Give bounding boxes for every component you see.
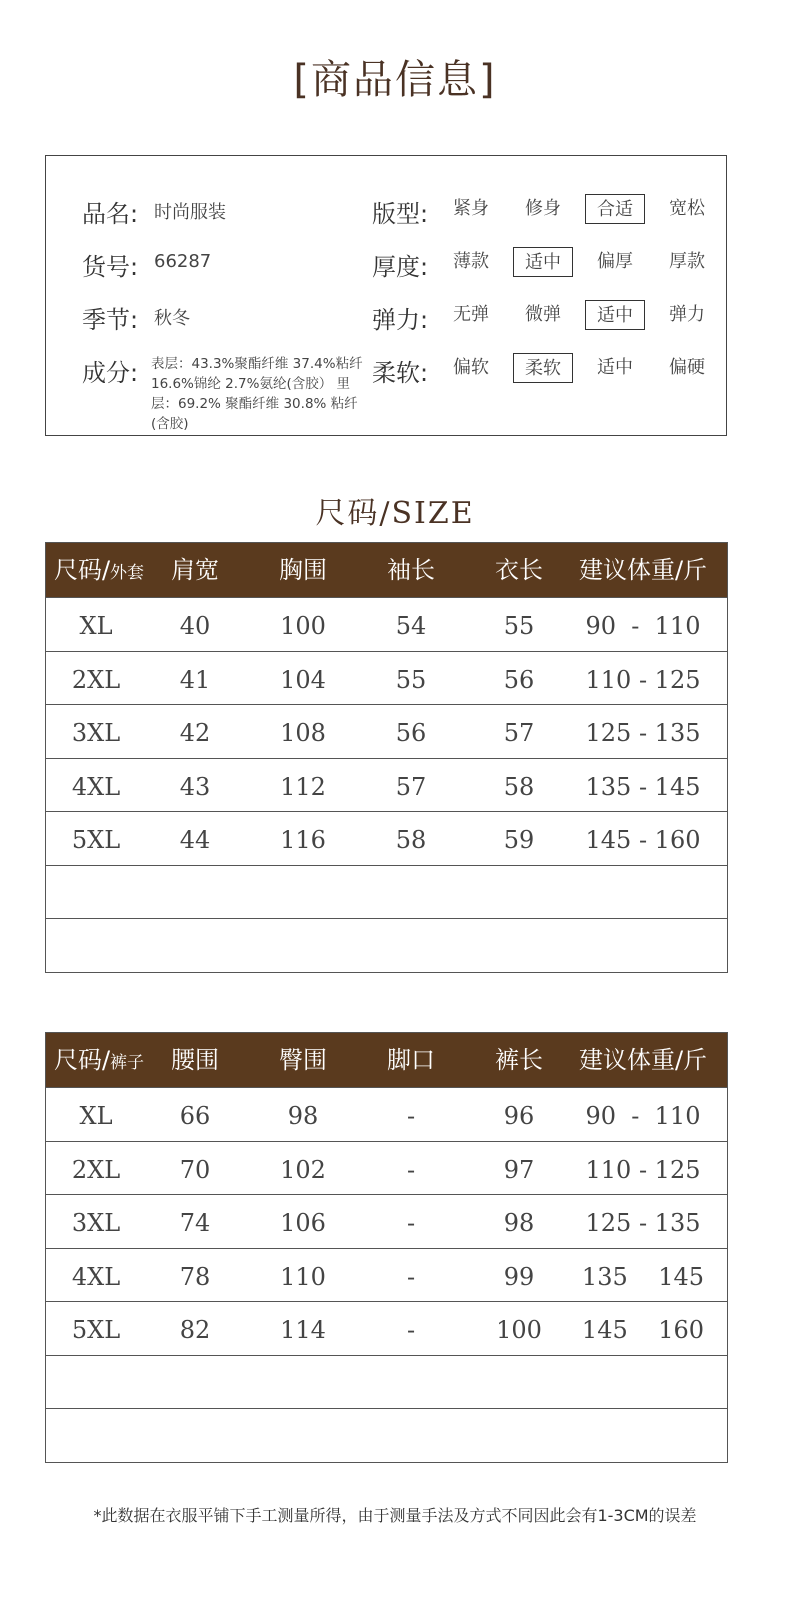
table-cell: - bbox=[406, 1155, 416, 1184]
table-cell: 5XL bbox=[71, 826, 121, 854]
attribute-option: 适中 bbox=[597, 357, 633, 378]
table-cell bbox=[558, 1356, 728, 1409]
table-row bbox=[46, 918, 727, 972]
table-row bbox=[46, 758, 727, 812]
table-cell: 57 bbox=[503, 719, 535, 747]
table-cell: 106 bbox=[280, 1209, 326, 1237]
table-cell: 2XL bbox=[71, 1155, 121, 1184]
attribute-option: 偏厚 bbox=[597, 251, 633, 272]
table-row bbox=[46, 1194, 727, 1248]
table-cell: 135 - 145 bbox=[585, 772, 701, 801]
table-row bbox=[46, 1408, 727, 1462]
table-cell bbox=[558, 919, 728, 972]
jacket-size-table bbox=[45, 542, 728, 973]
attribute-option: 厚款 bbox=[669, 251, 705, 272]
table-cell bbox=[145, 1356, 245, 1409]
table-cell bbox=[248, 919, 358, 972]
table-cell: 55 bbox=[503, 612, 535, 640]
attribute-option: 偏硬 bbox=[669, 357, 705, 378]
table-cell bbox=[46, 1356, 146, 1409]
attribute-option: 偏软 bbox=[453, 357, 489, 378]
table-cell: 41 bbox=[179, 665, 211, 694]
table-row bbox=[46, 704, 727, 758]
table-cell: 58 bbox=[503, 772, 535, 801]
attribute-option: 弹力 bbox=[669, 304, 705, 325]
table-cell: 4XL bbox=[71, 1262, 121, 1291]
table-cell: 112 bbox=[280, 772, 326, 801]
measurement-footnote: *此数据在衣服平铺下手工测量所得，由于测量手法及方式不同因此会有1-3CM的误差 bbox=[93, 1506, 697, 1525]
table-cell: 100 bbox=[280, 612, 326, 640]
header-cell: 裤长 bbox=[495, 1046, 543, 1074]
composition-value: 表层：43.3%聚酯纤维 37.4%粘纤 16.6%锦纶 2.7%氨纶(含胶） 里层：69.2% 聚酯纤维 30.8% 粘纤 (含胶) bbox=[151, 356, 363, 432]
table-cell: 56 bbox=[503, 665, 535, 694]
header-cell: 肩宽 bbox=[171, 556, 219, 584]
table-cell: 99 bbox=[503, 1262, 535, 1291]
name-value: 时尚服装 bbox=[154, 202, 226, 223]
table-cell: 100 bbox=[496, 1316, 542, 1344]
header-cell: 腰围 bbox=[171, 1046, 219, 1074]
table-cell: 74 bbox=[179, 1209, 211, 1237]
header-cell: 臀围 bbox=[279, 1046, 327, 1074]
table-row bbox=[46, 811, 727, 865]
table-cell: 59 bbox=[503, 826, 535, 854]
table-cell: 96 bbox=[503, 1102, 535, 1130]
table-cell: - bbox=[406, 1102, 416, 1130]
attribute-option-selected: 合适 bbox=[585, 194, 645, 224]
table-cell: 3XL bbox=[71, 719, 121, 747]
table-cell: 56 bbox=[395, 719, 427, 747]
attribute-label: 厚度: bbox=[372, 253, 429, 281]
table-cell: 125 - 135 bbox=[585, 719, 701, 747]
table-row bbox=[46, 1301, 727, 1355]
table-cell: XL bbox=[79, 1102, 113, 1130]
table-header bbox=[46, 1033, 727, 1087]
header-garment-label: 外套 bbox=[110, 563, 145, 583]
attribute-option: 宽松 bbox=[669, 198, 705, 219]
header-cell: 胸围 bbox=[279, 556, 327, 584]
table-cell: 97 bbox=[503, 1155, 535, 1184]
table-cell: 104 bbox=[280, 665, 326, 694]
attribute-option: 薄款 bbox=[453, 251, 489, 272]
table-cell bbox=[248, 866, 358, 919]
table-cell: 3XL bbox=[71, 1209, 121, 1237]
table-row bbox=[46, 1248, 727, 1302]
table-cell: 43 bbox=[179, 772, 211, 801]
table-cell: - bbox=[406, 1262, 416, 1291]
header-size-label: 尺码/ bbox=[53, 556, 111, 584]
table-cell: - bbox=[406, 1316, 416, 1344]
size-section-title: 尺码/SIZE bbox=[315, 496, 475, 531]
table-cell: 90 - 110 bbox=[585, 1102, 701, 1130]
table-row bbox=[46, 651, 727, 705]
table-cell bbox=[356, 1356, 466, 1409]
table-cell: 90 - 110 bbox=[585, 612, 701, 640]
table-cell: 98 bbox=[287, 1102, 319, 1130]
table-cell bbox=[46, 919, 146, 972]
code-value: 66287 bbox=[154, 251, 212, 272]
table-cell: 125 - 135 bbox=[585, 1209, 701, 1237]
table-cell bbox=[356, 919, 466, 972]
header-cell: 建议体重/斤 bbox=[578, 556, 708, 584]
table-cell bbox=[248, 1356, 358, 1409]
table-cell: 40 bbox=[179, 612, 211, 640]
header-size-label: 尺码/ bbox=[53, 1046, 111, 1074]
table-cell: 66 bbox=[179, 1102, 211, 1130]
code-label: 货号: bbox=[82, 253, 139, 281]
table-cell bbox=[356, 866, 466, 919]
table-cell: 44 bbox=[179, 826, 211, 854]
table-cell bbox=[356, 1409, 466, 1462]
header-cell: 衣长 bbox=[495, 556, 543, 584]
table-row bbox=[46, 597, 727, 651]
header-cell: 建议体重/斤 bbox=[578, 1046, 708, 1074]
attribute-label: 柔软: bbox=[372, 359, 429, 387]
table-cell: 4XL bbox=[71, 772, 121, 801]
table-cell: 78 bbox=[179, 1262, 211, 1291]
table-cell: 135 145 bbox=[581, 1262, 705, 1291]
table-cell: 145 160 bbox=[581, 1316, 705, 1344]
table-cell: 58 bbox=[395, 826, 427, 854]
attribute-option: 修身 bbox=[525, 198, 561, 219]
attribute-option: 微弹 bbox=[525, 304, 561, 325]
header-cell: 脚口 bbox=[387, 1046, 435, 1074]
table-cell: 116 bbox=[280, 826, 326, 854]
table-cell: 2XL bbox=[71, 665, 121, 694]
season-value: 秋冬 bbox=[154, 308, 190, 329]
table-cell: 102 bbox=[280, 1155, 326, 1184]
table-cell: 110 bbox=[280, 1262, 326, 1291]
table-cell bbox=[558, 866, 728, 919]
table-cell: 54 bbox=[395, 612, 427, 640]
pants-size-table bbox=[45, 1032, 728, 1463]
attribute-label: 弹力: bbox=[372, 306, 429, 334]
header-cell-size bbox=[46, 543, 152, 597]
table-header bbox=[46, 543, 727, 597]
table-row bbox=[46, 1141, 727, 1195]
header-cell-size bbox=[46, 1033, 152, 1087]
table-cell: 42 bbox=[179, 719, 211, 747]
table-cell: - bbox=[406, 1209, 416, 1237]
attribute-option: 无弹 bbox=[453, 304, 489, 325]
table-cell bbox=[46, 1409, 146, 1462]
attribute-option-selected: 柔软 bbox=[513, 353, 573, 383]
table-cell: 145 - 160 bbox=[585, 826, 701, 854]
attribute-option-selected: 适中 bbox=[513, 247, 573, 277]
season-label: 季节: bbox=[82, 306, 139, 334]
table-row bbox=[46, 1087, 727, 1141]
page-title: [商品信息] bbox=[293, 57, 497, 103]
composition-label: 成分: bbox=[82, 359, 139, 387]
table-cell: 57 bbox=[395, 772, 427, 801]
table-cell: 5XL bbox=[71, 1316, 121, 1344]
table-cell: 110 - 125 bbox=[585, 1155, 701, 1184]
table-cell bbox=[46, 866, 146, 919]
table-cell: 98 bbox=[503, 1209, 535, 1237]
table-cell: 114 bbox=[280, 1316, 326, 1344]
table-cell bbox=[558, 1409, 728, 1462]
table-cell bbox=[145, 866, 245, 919]
table-cell bbox=[145, 1409, 245, 1462]
header-cell: 袖长 bbox=[387, 556, 435, 584]
name-label: 品名: bbox=[82, 200, 139, 228]
table-cell: 108 bbox=[280, 719, 326, 747]
attribute-label: 版型: bbox=[372, 200, 429, 228]
product-info-box bbox=[45, 155, 727, 436]
header-garment-label: 裤子 bbox=[110, 1053, 145, 1073]
table-cell: 70 bbox=[179, 1155, 211, 1184]
attribute-option: 紧身 bbox=[453, 198, 489, 219]
table-cell: 55 bbox=[395, 665, 427, 694]
table-cell bbox=[248, 1409, 358, 1462]
table-cell: 110 - 125 bbox=[585, 665, 701, 694]
attribute-option-selected: 适中 bbox=[585, 300, 645, 330]
table-row bbox=[46, 1355, 727, 1409]
table-cell: 82 bbox=[179, 1316, 211, 1344]
table-cell: XL bbox=[79, 612, 113, 640]
table-row bbox=[46, 865, 727, 919]
table-cell bbox=[145, 919, 245, 972]
